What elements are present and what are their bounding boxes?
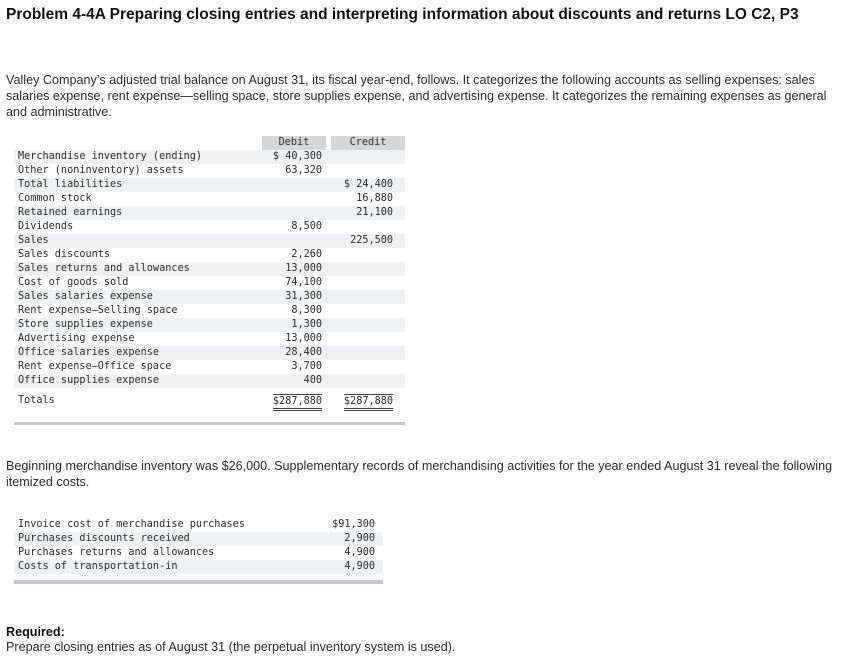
table-row <box>14 234 405 248</box>
table-row <box>14 248 405 262</box>
table-row <box>14 164 405 178</box>
credit-amount: $ 24,400 <box>343 179 393 190</box>
table-row <box>14 304 405 318</box>
credit-amount: 16,880 <box>356 193 393 204</box>
required-text: Prepare closing entries as of August 31 (the perpetual inventory system is used). <box>6 640 456 654</box>
cost-amount: 4,900 <box>344 561 375 572</box>
debit-header: Debit <box>262 136 326 150</box>
beginning-inventory-note: Beginning merchandise inventory was $26,000. Supplementary records of merchandising activities for the year ended August 31 reveal the following itemized costs. <box>6 459 833 489</box>
cost-label: Invoice cost of merchandise purchases <box>18 519 245 530</box>
account-name: Advertising expense <box>18 333 135 344</box>
account-name: Sales returns and allowances <box>18 263 190 274</box>
account-name: Office salaries expense <box>18 347 160 358</box>
list-item <box>14 546 383 560</box>
credit-amount: 21,100 <box>356 207 393 218</box>
cost-label: Purchases discounts received <box>18 533 190 544</box>
account-name: Office supplies expense <box>18 375 160 386</box>
table-bottom-rule <box>14 412 405 425</box>
cost-label: Purchases returns and allowances <box>18 547 215 558</box>
account-name: Total liabilities <box>18 179 123 190</box>
account-name: Sales salaries expense <box>18 291 153 302</box>
debit-amount: 400 <box>303 375 322 386</box>
account-name: Rent expense—Office space <box>18 361 172 372</box>
cost-label: Costs of transportation-in <box>18 561 178 572</box>
problem-title: Problem 4-4A Preparing closing entries and interpreting information about discounts and returns LO C2, P3 <box>6 6 799 23</box>
cost-amount: 2,900 <box>344 533 375 544</box>
debit-amount: 31,300 <box>285 291 322 302</box>
purchases-rows <box>14 518 383 574</box>
table-row <box>14 318 405 332</box>
table-row <box>14 276 405 290</box>
totals-label: Totals <box>18 395 55 406</box>
account-name: Dividends <box>18 221 74 232</box>
table-row <box>14 178 405 192</box>
cost-amount: $91,300 <box>332 519 375 530</box>
list-item <box>14 518 383 532</box>
account-name: Retained earnings <box>18 207 123 218</box>
credit-header: Credit <box>331 136 405 150</box>
trial-balance-totals-row <box>14 394 405 408</box>
table-row <box>14 206 405 220</box>
debit-amount: 1,300 <box>291 319 322 330</box>
debit-amount: 63,320 <box>285 165 322 176</box>
trial-balance-table <box>14 136 405 425</box>
debit-amount: $ 40,300 <box>272 151 322 162</box>
account-name: Store supplies expense <box>18 319 153 330</box>
credit-amount: 225,500 <box>350 235 393 246</box>
account-name: Sales <box>18 235 49 246</box>
trial-balance-rows <box>14 150 405 388</box>
debit-amount: 13,000 <box>285 333 322 344</box>
account-name: Cost of goods sold <box>18 277 129 288</box>
debit-amount: 13,000 <box>285 263 322 274</box>
table-row <box>14 150 405 164</box>
cost-amount: 4,900 <box>344 547 375 558</box>
account-name: Common stock <box>18 193 92 204</box>
table-row <box>14 332 405 346</box>
totals-debit: $287,880 <box>273 394 322 411</box>
table-row <box>14 220 405 234</box>
totals-credit: $287,880 <box>344 394 393 411</box>
account-name: Rent expense—Selling space <box>18 305 178 316</box>
debit-amount: 28,400 <box>285 347 322 358</box>
trial-balance-header <box>14 136 405 150</box>
list-item <box>14 560 383 574</box>
debit-amount: 8,500 <box>291 221 322 232</box>
required-label: Required: <box>6 625 65 639</box>
table-row <box>14 262 405 276</box>
table-row <box>14 346 405 360</box>
debit-amount: 2,260 <box>291 249 322 260</box>
debit-amount: 74,100 <box>285 277 322 288</box>
purchases-table <box>14 512 383 584</box>
list-item <box>14 532 383 546</box>
purchases-bottom-rule <box>14 574 383 584</box>
debit-amount: 8,300 <box>291 305 322 316</box>
table-row <box>14 374 405 388</box>
account-name: Sales discounts <box>18 249 111 260</box>
intro-paragraph: Valley Company’s adjusted trial balance on August 31, its fiscal year-end, follows. It categorizes the following accounts as selling expenses: sales salaries expense, rent expense—selling space, store supplies expense, and advertising expense. It categorizes the remaining expenses as general and administrative. <box>6 73 827 119</box>
account-name: Other (noninventory) assets <box>18 165 184 176</box>
debit-amount: 3,700 <box>291 361 322 372</box>
table-row <box>14 192 405 206</box>
account-name: Merchandise inventory (ending) <box>18 151 203 162</box>
table-row <box>14 290 405 304</box>
table-row <box>14 360 405 374</box>
